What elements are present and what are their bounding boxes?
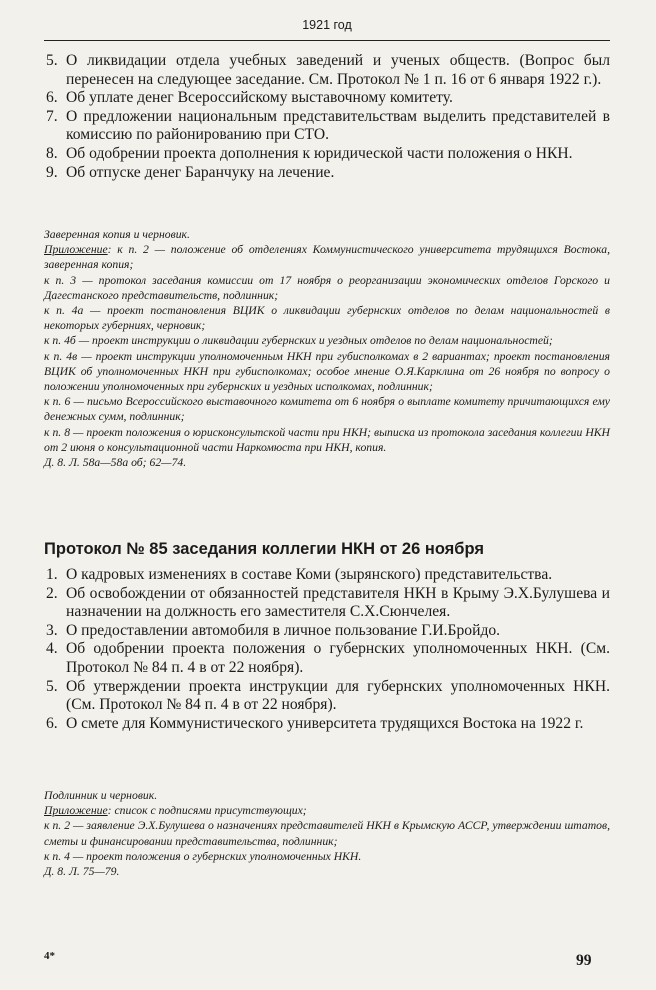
document-status: Заверенная копия и черновик. bbox=[44, 228, 190, 241]
running-header bbox=[44, 18, 610, 41]
archive-reference: Д. 8. Л. 75—79. bbox=[44, 865, 120, 879]
appendix-item: к п. 2 — заявление Э.Х.Булушева о назначениях представителей НКН в Крымскую АССР, утверждении штатов, сметы и финансировании представительства, подлинник; bbox=[44, 819, 610, 848]
agenda-item bbox=[44, 585, 610, 622]
agenda-item bbox=[44, 640, 610, 677]
appendix-item: к п. 4а — проект постановления ВЦИК о ликвидации губернских отделов по делам национальностей в некоторых губерниях, черновик; bbox=[44, 304, 610, 333]
appendix-item: к п. 6 — письмо Всероссийского выставочного комитета от 6 ноября о выплате комитету причитающихся ему денежных сумм, подлинник; bbox=[44, 395, 610, 424]
item-number: 9. bbox=[46, 163, 58, 181]
agenda-item bbox=[44, 678, 610, 715]
item-text: Об одобрении проекта положения о губернских уполномоченных НКН. (См. Протокол № 84 п. 4 в от 22 ноября). bbox=[66, 640, 610, 676]
item-text: О смете для Коммунистического университета трудящихся Востока на 1922 г. bbox=[66, 714, 584, 732]
item-text: Об освобождении от обязанностей представителя НКН в Крыму Э.Х.Булушева и назначении на должность его заместителя С.Х.Сюнчелея. bbox=[66, 584, 610, 621]
agenda-list-protocol-85 bbox=[44, 566, 610, 733]
appendix-label: Приложение bbox=[44, 804, 108, 818]
item-text: Об утверждении проекта инструкции для губернских уполномоченных НКН. (См. Протокол № 84 п. 4 в от 22 ноября). bbox=[66, 677, 610, 714]
document-status: Подлинник и черновик. bbox=[44, 789, 158, 802]
appendix-item: к п. 8 — проект положения о юрисконсультской части при НКН; выписка из протокола заседания коллегии НКН от 2 июня о консультационной части Наркомюста при НКН, копия. bbox=[44, 425, 610, 454]
agenda-item bbox=[44, 164, 610, 183]
item-number: 7. bbox=[46, 107, 58, 125]
appendix-item: к п. 3 — протокол заседания комиссии от 17 ноября о реорганизации экономических отделов Горского и Дагестанского представительств, подлинник; bbox=[44, 273, 610, 302]
item-number: 8. bbox=[46, 144, 58, 162]
item-text: О ликвидации отдела учебных заведений и ученых обществ. (Вопрос был перенесен на следующее заседание. См. Протокол № 1 п. 16 от 6 января 1922 г.). bbox=[66, 52, 610, 88]
item-number: 5. bbox=[46, 677, 58, 695]
item-number: 4. bbox=[46, 640, 58, 658]
page-number: 99 bbox=[576, 952, 592, 969]
agenda-item bbox=[44, 145, 610, 164]
item-number: 5. bbox=[46, 52, 58, 69]
item-text: Об одобрении проекта дополнения к юридической части положения о НКН. bbox=[66, 144, 573, 162]
section-title: Протокол № 85 заседания коллегии НКН от 26 ноября bbox=[44, 540, 484, 558]
item-number: 3. bbox=[46, 621, 58, 639]
appendix-item: к п. 4б — проект инструкции о ликвидации губернских и уездных отделов по делам национальностей; bbox=[44, 334, 553, 348]
agenda-item bbox=[44, 108, 610, 145]
item-text: О предоставлении автомобиля в личное пользование Г.И.Бройдо. bbox=[66, 621, 501, 639]
agenda-item bbox=[44, 622, 610, 641]
appendix-text: : список с подписями присутствующих; bbox=[107, 804, 307, 818]
header-year: 1921 год bbox=[302, 18, 352, 32]
appendix-label: Приложение bbox=[44, 243, 108, 257]
agenda-list-protocol-84 bbox=[44, 52, 610, 182]
item-number: 1. bbox=[46, 566, 58, 583]
appendix-line bbox=[44, 242, 610, 272]
appendix-item: к п. 4в — проект инструкции уполномоченным НКН при губисполкомах в 2 вариантах; проект постановления ВЦИК об уполномоченных НКН при губисполкомах; особое мнение О.Я.Карклина от 26 ноября по вопросу о положении уполномоченных при губернских и уездных исполкомах, подлинник; bbox=[44, 349, 610, 394]
appendix-item: к п. 4 — проект положения о губернских уполномоченных НКН. bbox=[44, 849, 362, 863]
item-text: Об уплате денег Всероссийскому выставочному комитету. bbox=[66, 89, 453, 107]
agenda-item bbox=[44, 89, 610, 108]
item-text: О кадровых изменениях в составе Коми (зырянского) представительства. bbox=[66, 566, 553, 583]
archive-reference: Д. 8. Л. 58а—58а об; 62—74. bbox=[44, 456, 187, 470]
item-number: 6. bbox=[46, 89, 58, 107]
item-number: 2. bbox=[46, 584, 58, 602]
item-text: О предложении национальным представительствам выделить представителей в комиссию по районированию при СТО. bbox=[66, 107, 610, 144]
appendix-line bbox=[44, 803, 610, 818]
agenda-item bbox=[44, 715, 610, 734]
agenda-item bbox=[44, 566, 610, 585]
agenda-item bbox=[44, 52, 610, 89]
archival-note bbox=[44, 227, 610, 470]
signature-mark: 4* bbox=[44, 950, 55, 962]
archival-note bbox=[44, 788, 610, 879]
item-text: Об отпуске денег Баранчуку на лечение. bbox=[66, 163, 335, 181]
item-number: 6. bbox=[46, 714, 58, 732]
appendix-text: : к п. 2 — положение об отделениях Коммунистического университета трудящихся Востока, заверенная копия; bbox=[44, 243, 610, 272]
